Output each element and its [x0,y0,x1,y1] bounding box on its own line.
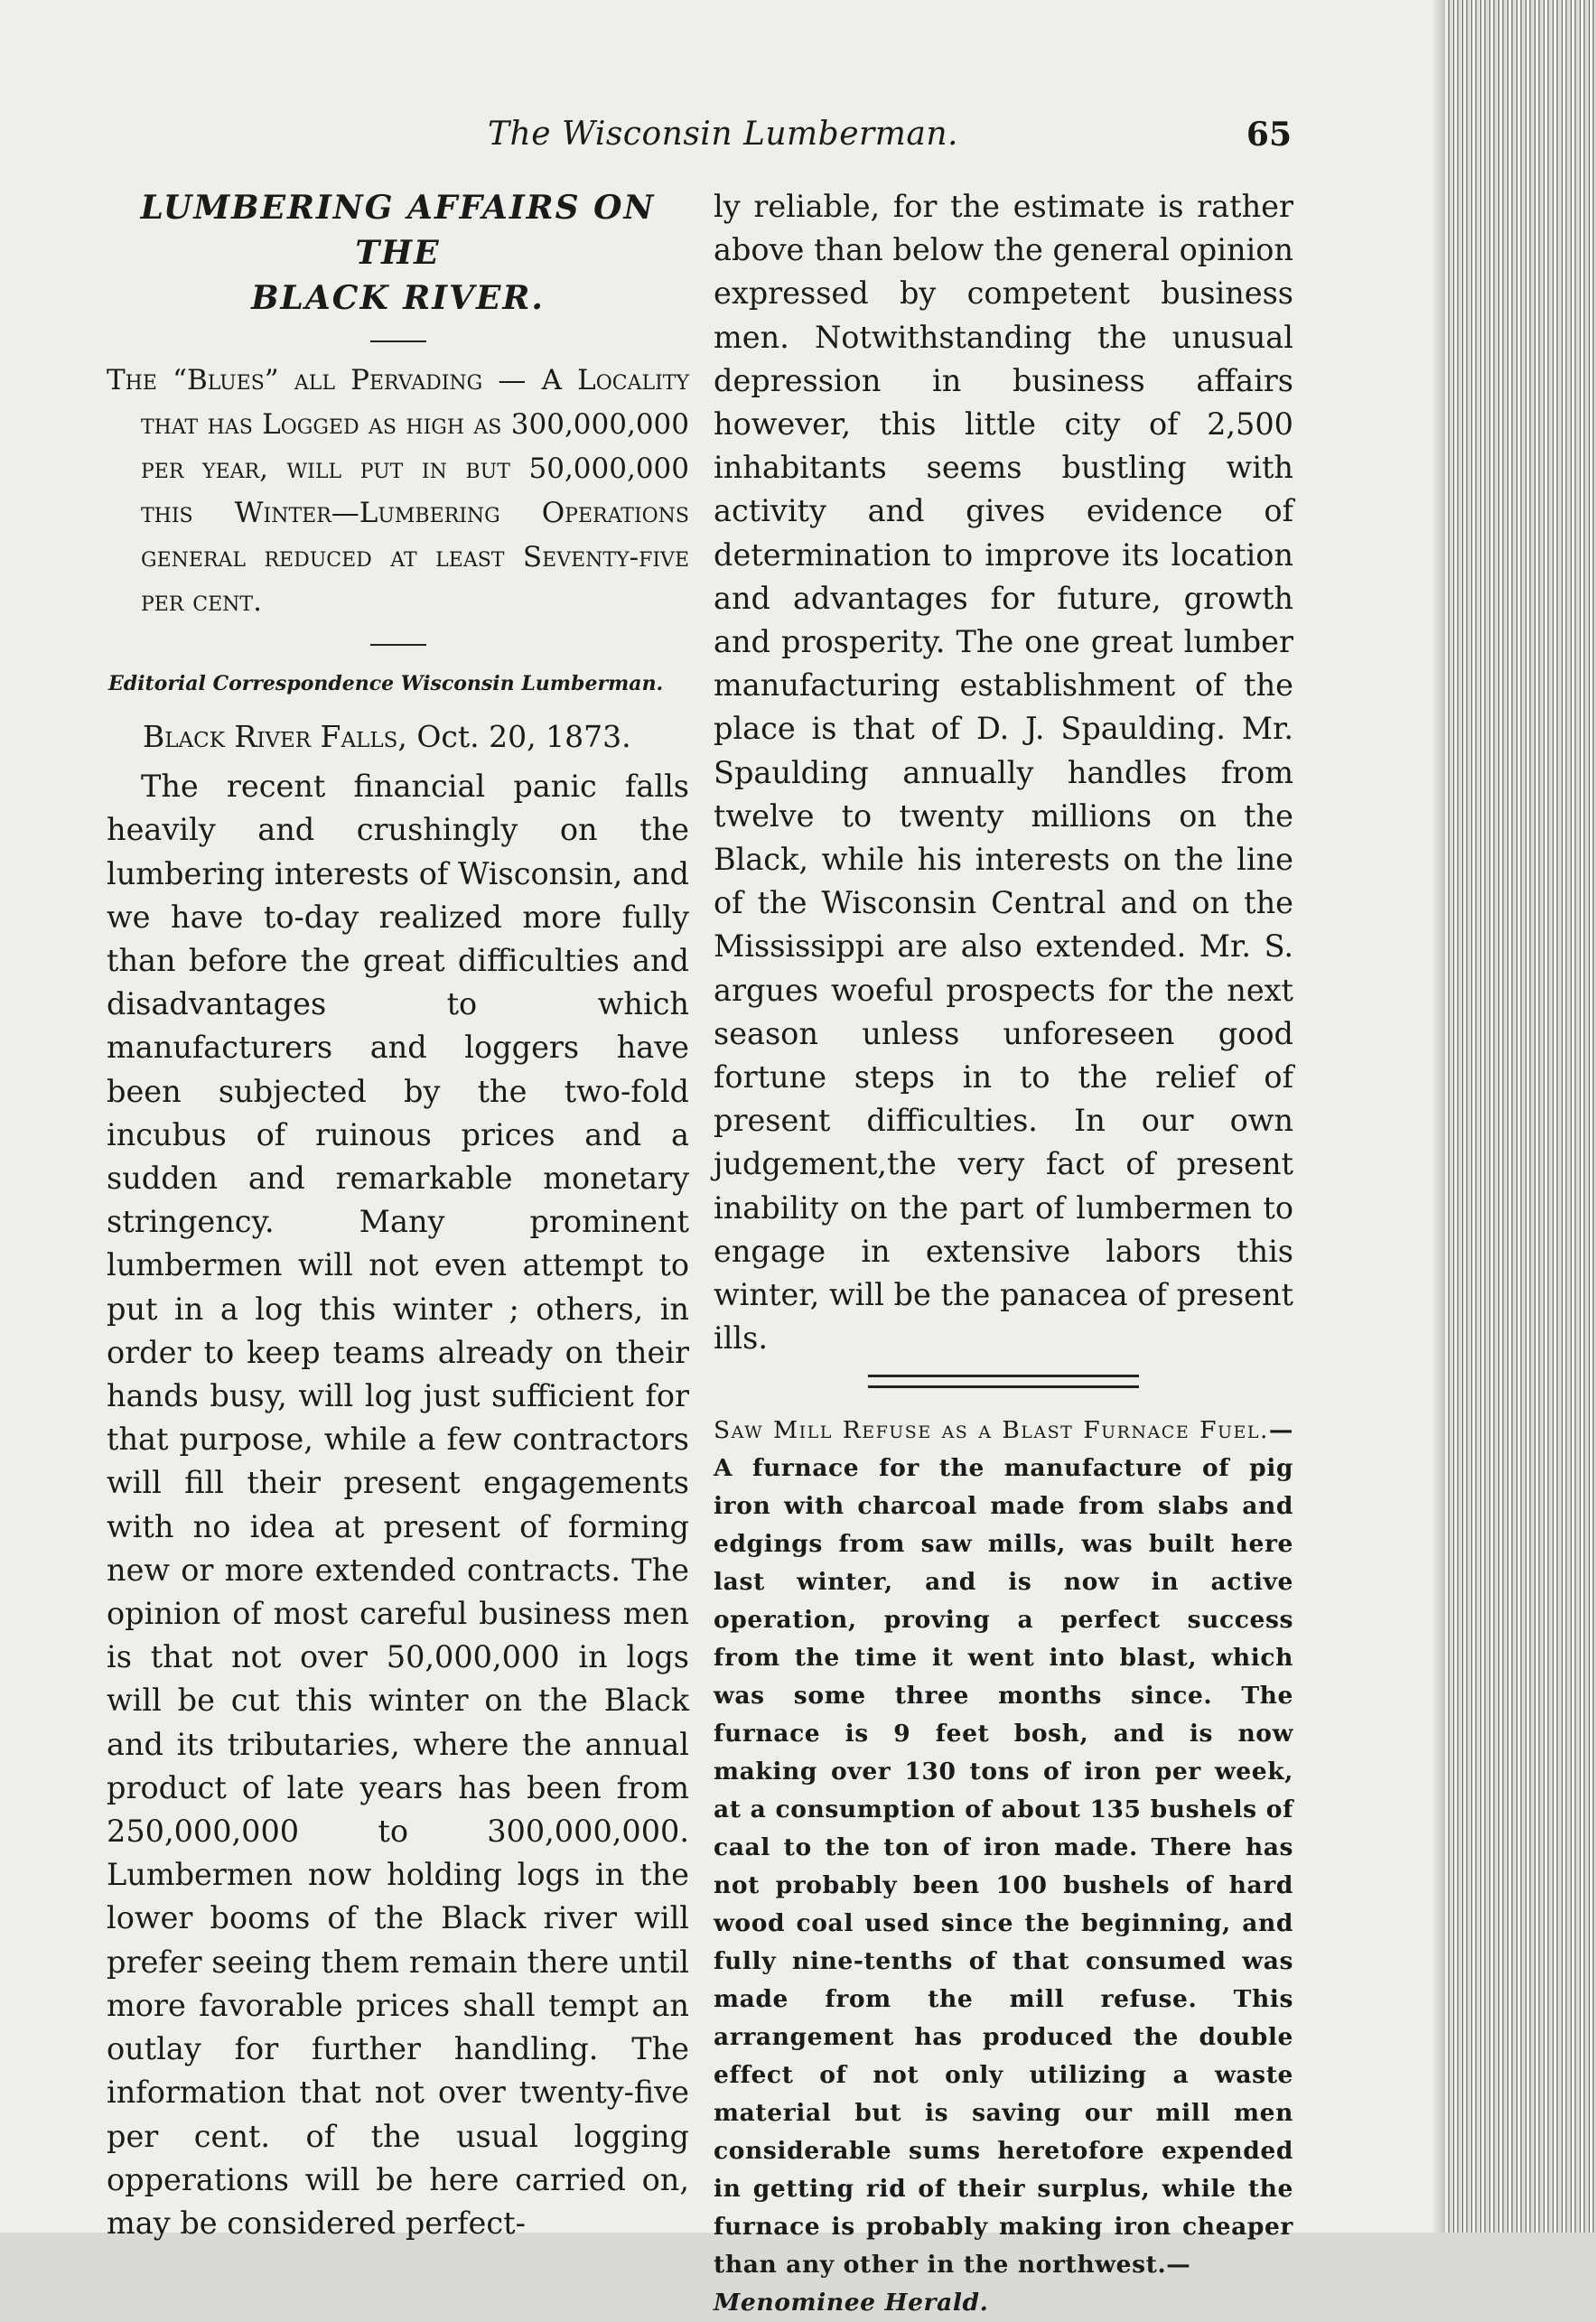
dateline [143,714,689,760]
page-number: 65 [1246,116,1292,154]
headline-line-1: LUMBERING AFFAIRS ON THE [140,189,656,272]
headline-line-2: BLACK RIVER. [251,279,545,317]
news-item [714,1412,1293,2322]
article-body-right: ly reliable, for the estimate is rather above than below the general opinion expressed by competent business men. Notwithstanding the unusual depression in business affairs however, this little city of 2,500 inhabitants seems bustling with activity and gives evidence of determination to improve its location and advantages for future, growth and prosperity. The one great lumber manufacturing establishment of the place is that of D. J. Spaulding. Mr. Spaulding annually handles from twelve to twenty millions on the Black, while his interests on the line of the Wisconsin Central and on the Mississippi are also extended. Mr. S. argues woeful prospects for the next season unless unforeseen good fortune steps in to the relief of present difficulties. In our own judgement,the very fact of present inability on the part of lumbermen to engage in extensive labors this winter, will be the panacea of present ills. [714,189,1293,1357]
news-item-body: —A furnace for the manufacture of pig iron with charcoal made from slabs and edgings from saw mills, was built here last winter, and is now in active operation, proving a perfect success from the time it went into blast, which was some three months since. The furnace is 9 feet bosh, and is now making over 130 tons of iron per week, at a consumption of about 135 bushels of caal to the ton of iron made. There has not probably been 100 bushels of hard wood coal used since the beginning, and fully nine-tenths of that consumed was made from the mill refuse. This arrangement has produced the double effect of not only utilizing a waste material but is saving our mill men considerable sums heretofore expended in getting rid of their surplus, while the furnace is probably making iron cheaper than any other in the northwest.— [714,1416,1293,2280]
dateline-place: Black River Falls, [143,719,407,755]
article-body-left: The recent financial panic falls heavily and crushingly on the lumbering interests of Wisconsin, and we have to-day realized more fully than before the great difficulties and disadvantages to which manufacturers and loggers have been subjected by the two-fold incubus of ruinous prices and a sudden and remarkable monetary stringency. Many prominent lumbermen will not even attempt to put in a log this winter ; others, in order to keep teams already on their hands busy, will log just sufficient for that purpose, while a few contractors will fill their present engagements with no idea at present of forming new or more extended contracts. The opinion of most careful business men is that not over 50,000,000 in logs will be cut this winter on the Black and its tributaries, where the annual product of late years has been from 250,000,000 to 300,000,000. Lumbermen now holding logs in the lower booms of the Black river will prefer seeing them remain there until more favorable prices shall tempt an outlay for further handling. The information that not over twenty-five per cent. of the usual logging opperations will be here carried on, may be considered perfect- [107,769,689,2241]
left-column [107,185,689,2245]
news-item-lead: Saw Mill Refuse as a Blast Furnace Fuel. [714,1416,1269,1445]
running-header [108,116,1292,170]
section-double-rule [868,1375,1139,1388]
journal-title: The Wisconsin Lumberman. [488,116,958,153]
news-item-source: Menominee Herald. [714,2289,989,2317]
divider-rule [370,340,426,342]
dateline-date: Oct. 20, 1873. [416,719,631,755]
byline: Editorial Correspondence Wisconsin Lumberman. [108,672,664,695]
page-edges [1445,0,1596,2233]
article-headline [107,185,689,321]
right-column [714,185,1293,2322]
article-subheading: The “Blues” all Pervading — A Locality that has Logged as high as 300,000,000 per year, will put in but 50,000,000 this Winter—Lumbering Operations general reduced at least Seventy-five per cent. [107,364,689,618]
divider-rule [370,644,426,646]
